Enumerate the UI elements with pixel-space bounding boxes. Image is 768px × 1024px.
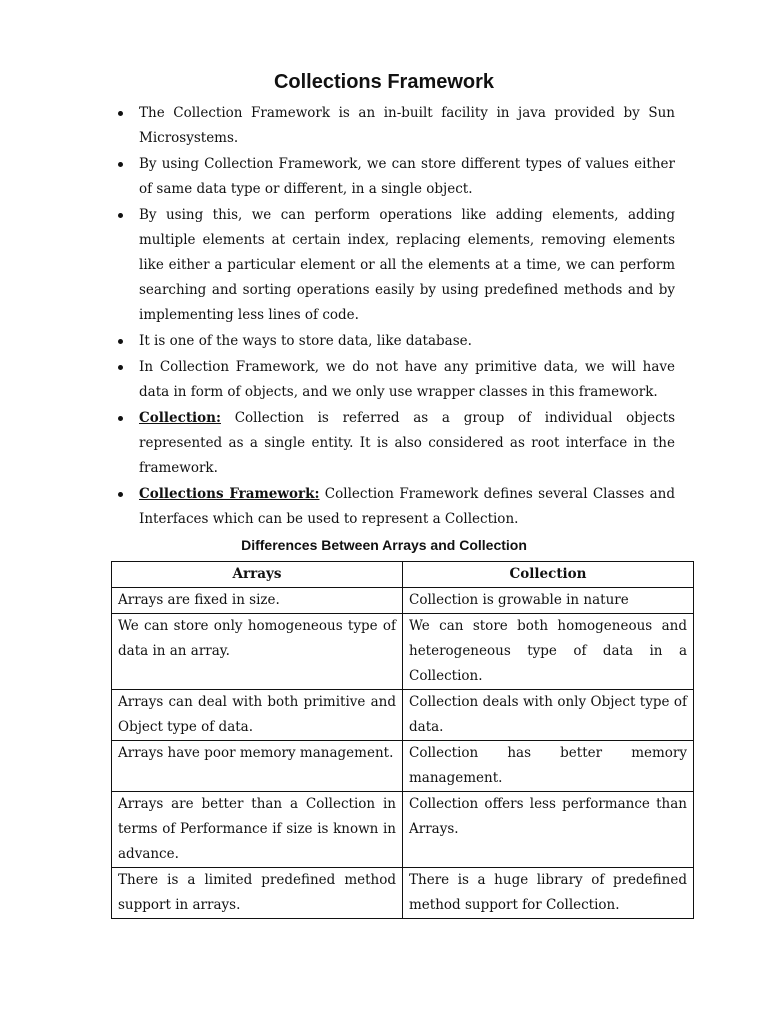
bullet-text: The Collection Framework is an in-built facility in java provided by Sun Microsystems. bbox=[139, 105, 675, 146]
bullet-item bbox=[139, 406, 675, 481]
bullet-dot-icon bbox=[118, 213, 123, 218]
bullet-text: In Collection Framework, we do not have any primitive data, we will have data in form of objects, and we only use wrapper classes in this framework. bbox=[139, 359, 675, 400]
table-row bbox=[112, 588, 694, 614]
bullet-term: Collection: bbox=[139, 410, 221, 426]
table-row bbox=[112, 741, 694, 792]
table-cell-collection: Collection deals with only Object type of data. bbox=[403, 690, 694, 741]
bullet-dot-icon bbox=[118, 111, 123, 116]
bullet-item bbox=[139, 101, 675, 151]
bullet-dot-icon bbox=[118, 416, 123, 421]
bullet-term: Collections Framework: bbox=[139, 486, 320, 502]
bullet-list bbox=[139, 101, 675, 533]
bullet-dot-icon bbox=[118, 339, 123, 344]
table-cell-collection: We can store both homogeneous and heterogeneous type of data in a Collection. bbox=[403, 614, 694, 690]
table-cell-arrays: Arrays are better than a Collection in terms of Performance if size is known in advance. bbox=[112, 792, 403, 868]
table-cell-arrays: Arrays have poor memory management. bbox=[112, 741, 403, 792]
bullet-item bbox=[139, 329, 675, 354]
table-title: Differences Between Arrays and Collection bbox=[241, 537, 527, 553]
bullet-item bbox=[139, 152, 675, 202]
table-cell-collection: There is a huge library of predefined method support for Collection. bbox=[403, 868, 694, 919]
bullet-item bbox=[139, 355, 675, 405]
bullet-text: It is one of the ways to store data, like database. bbox=[139, 333, 472, 349]
comparison-table bbox=[111, 561, 694, 919]
bullet-item bbox=[139, 482, 675, 532]
bullet-item bbox=[139, 203, 675, 328]
page-title: Collections Framework bbox=[273, 71, 495, 93]
table-cell-arrays: Arrays are fixed in size. bbox=[112, 588, 403, 614]
bullet-text: Collection Framework defines several Classes and Interfaces which can be used to represent a Collection. bbox=[139, 486, 675, 527]
table-cell-arrays: We can store only homogeneous type of data in an array. bbox=[112, 614, 403, 690]
table-cell-collection: Collection is growable in nature bbox=[403, 588, 694, 614]
table-row bbox=[112, 792, 694, 868]
bullet-dot-icon bbox=[118, 162, 123, 167]
column-header-arrays: Arrays bbox=[112, 562, 403, 588]
column-header-collection: Collection bbox=[403, 562, 694, 588]
bullet-text: By using this, we can perform operations like adding elements, adding multiple elements at certain index, replacing elements, removing elements like either a particular element or all the elements at a time, we can perform searching and sorting operations easily by using predefined methods and by implementing less lines of code. bbox=[139, 207, 675, 323]
table-row bbox=[112, 690, 694, 741]
bullet-dot-icon bbox=[118, 492, 123, 497]
bullet-text: Collection is referred as a group of individual objects represented as a single entity. It is also considered as root interface in the framework. bbox=[139, 410, 675, 476]
bullet-text: By using Collection Framework, we can store different types of values either of same data type or different, in a single object. bbox=[139, 156, 675, 197]
table-cell-arrays: There is a limited predefined method support in arrays. bbox=[112, 868, 403, 919]
table-cell-collection: Collection offers less performance than Arrays. bbox=[403, 792, 694, 868]
table-row bbox=[112, 868, 694, 919]
table-header-row bbox=[112, 562, 694, 588]
bullet-dot-icon bbox=[118, 365, 123, 370]
table-row bbox=[112, 614, 694, 690]
table-cell-arrays: Arrays can deal with both primitive and Object type of data. bbox=[112, 690, 403, 741]
table-cell-collection: Collection has better memory management. bbox=[403, 741, 694, 792]
